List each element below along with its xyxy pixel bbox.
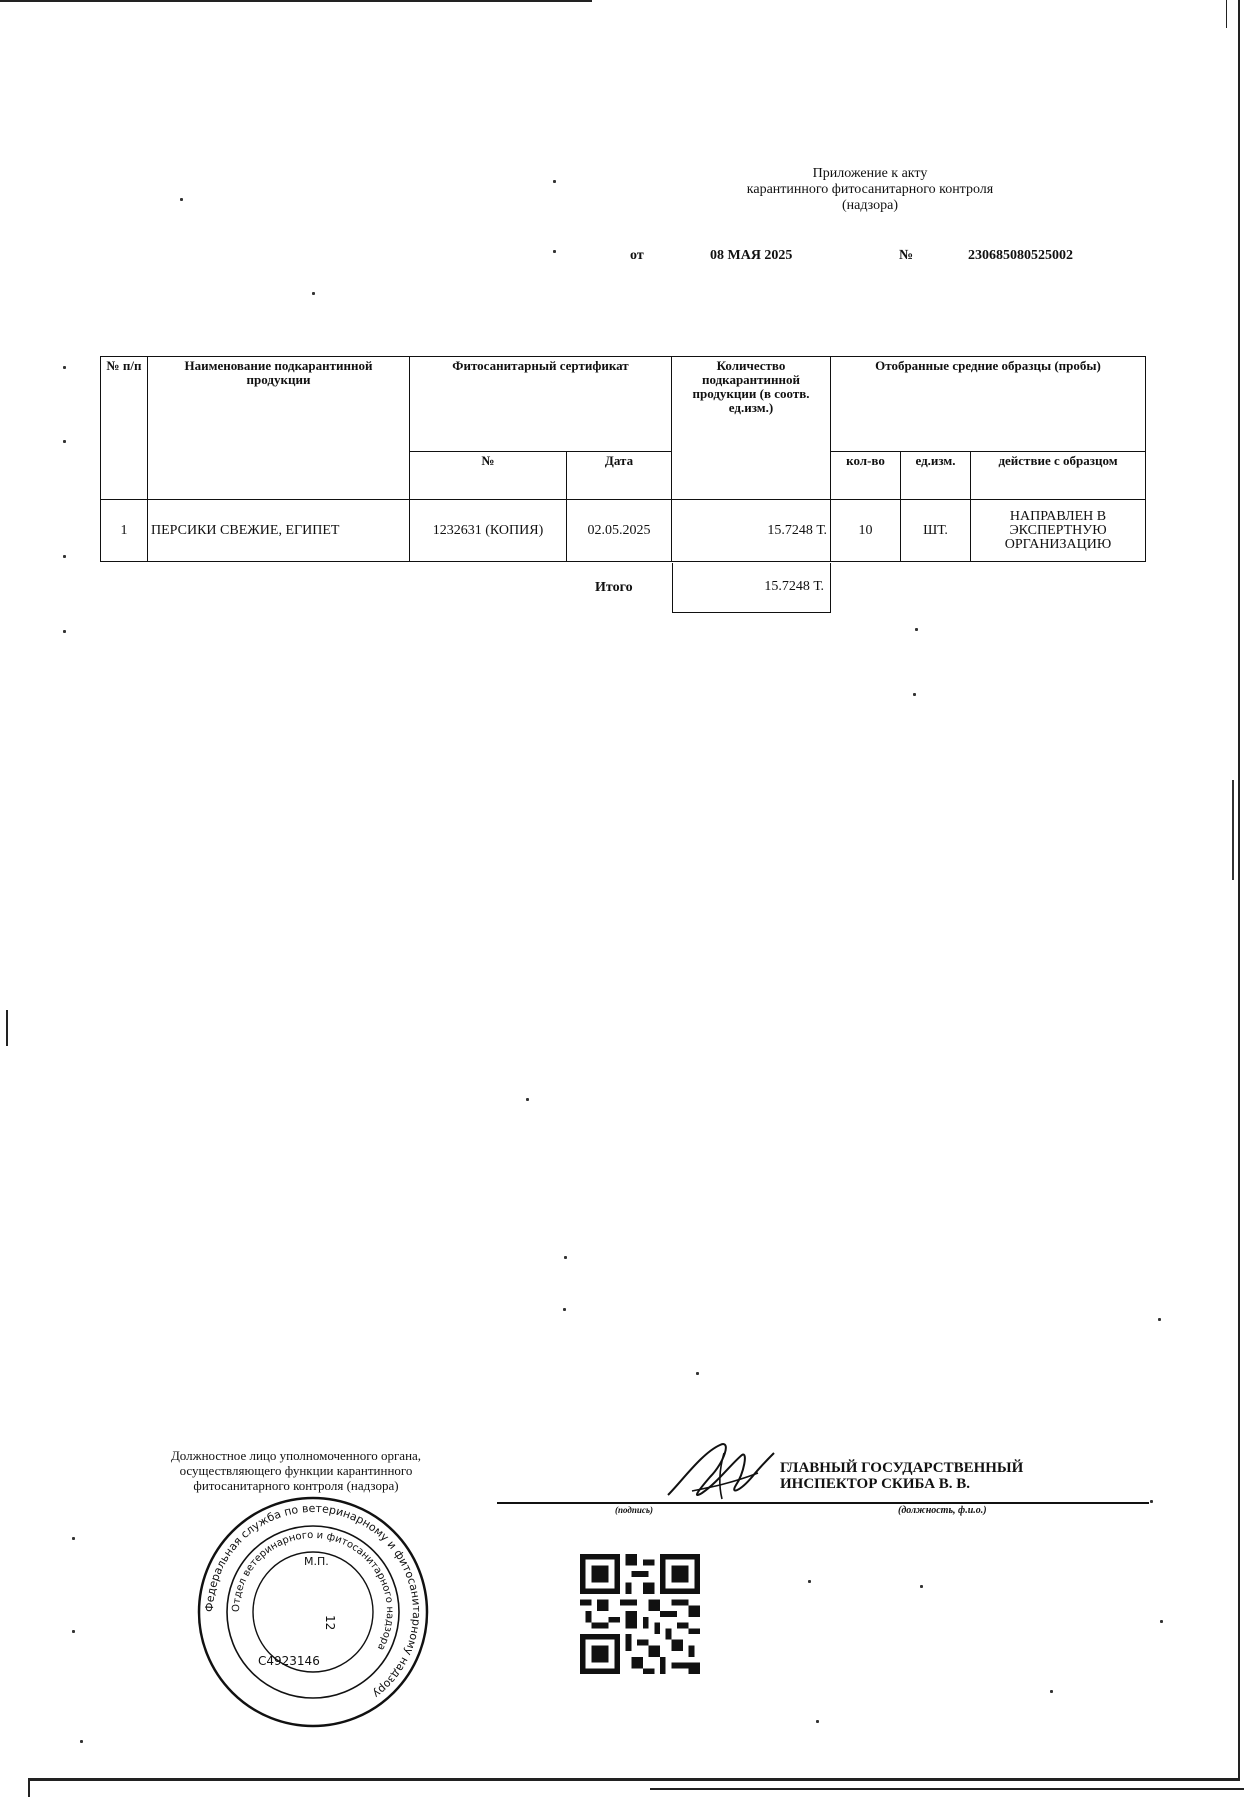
cell-sample-action: НАПРАВЛЕН В ЭКСПЕРТНУЮ ОРГАНИЗАЦИЮ: [971, 500, 1146, 562]
scan-speck: [80, 1740, 83, 1743]
signature-rule: [497, 1502, 1149, 1504]
handwritten-signature: [662, 1433, 782, 1508]
scan-speck: [696, 1372, 699, 1375]
scan-speck: [63, 366, 66, 369]
cell-sample-qty: 10: [831, 500, 901, 562]
table-row: [101, 500, 1146, 562]
scan-speck: [63, 630, 66, 633]
seal-mp: М.П.: [304, 1555, 329, 1568]
products-table: [100, 356, 1146, 562]
scan-speck: [816, 1720, 819, 1723]
header-samples: Отобранные средние образцы (пробы): [831, 357, 1146, 452]
inspector-line: ГЛАВНЫЙ ГОСУДАРСТВЕННЫЙ: [780, 1460, 1024, 1476]
scan-speck: [915, 628, 918, 631]
inspector-line: ИНСПЕКТОР СКИБА В. В.: [780, 1476, 971, 1492]
act-date: 08 МАЯ 2025: [710, 248, 793, 263]
cell-cert-no: 1232631 (КОПИЯ): [410, 500, 567, 562]
scan-speck: [563, 1308, 566, 1311]
header-cert-date: Дата: [567, 452, 672, 500]
scan-edge-left-mark: [28, 1778, 30, 1797]
scan-speck: [72, 1630, 75, 1633]
scan-speck: [1160, 1620, 1163, 1623]
scan-speck: [526, 1098, 529, 1101]
header-sample-qty: кол-во: [831, 452, 901, 500]
total-label: Итого: [595, 580, 633, 595]
scan-speck: [63, 555, 66, 558]
seal-inner-text: Отдел ветеринарного и фитосанитарного надзора: [230, 1529, 396, 1653]
cell-product-name: ПЕРСИКИ СВЕЖИЕ, ЕГИПЕТ: [148, 500, 410, 562]
header-sample-action: действие с образцом: [971, 452, 1146, 500]
signature-caption: (подпись): [615, 1505, 653, 1515]
scan-speck: [564, 1256, 567, 1259]
header-quantity: Количество подкарантинной продукции (в соотв. ед.изм.): [672, 357, 831, 500]
official-seal: [196, 1495, 430, 1729]
qr-code: [580, 1554, 700, 1674]
act-number: 230685080525002: [968, 248, 1073, 263]
scan-speck: [553, 250, 556, 253]
appendix-line: (надзора): [842, 198, 898, 213]
header-product-name: Наименование подкарантинной продукции: [148, 357, 410, 500]
official-line: фитосанитарного контроля (надзора): [193, 1478, 399, 1493]
official-line: Должностное лицо уполномоченного органа,: [170, 1448, 422, 1463]
appendix-heading: [680, 166, 1060, 214]
cell-no: 1: [101, 500, 148, 562]
scan-edge-right-mark: [1226, 0, 1227, 28]
scan-speck: [920, 1585, 923, 1588]
appendix-line: Приложение к акту: [812, 166, 928, 181]
scan-speck: [180, 198, 183, 201]
header-no: № п/п: [101, 357, 148, 500]
inspector-name: [780, 1460, 1023, 1492]
scan-speck: [913, 693, 916, 696]
appendix-line: карантинного фитосанитарного контроля: [746, 182, 994, 197]
act-number-label: №: [899, 248, 914, 263]
seal-code: С4923146: [258, 1654, 320, 1668]
scan-edge-left-mark: [6, 1010, 8, 1046]
scan-speck: [808, 1580, 811, 1583]
scan-speck: [72, 1537, 75, 1540]
scan-speck: [1150, 1500, 1153, 1503]
cell-quantity: 15.7248 Т.: [672, 500, 831, 562]
scan-edge-right: [1238, 0, 1240, 1780]
cell-sample-unit: ШТ.: [901, 500, 971, 562]
scan-edge-right-mark: [1232, 780, 1234, 880]
scan-speck: [1050, 1690, 1053, 1693]
header-sample-unit: ед.изм.: [901, 452, 971, 500]
scan-speck: [312, 292, 315, 295]
cell-cert-date: 02.05.2025: [567, 500, 672, 562]
official-line: осуществляющего функции карантинного: [179, 1463, 413, 1478]
official-caption: [126, 1448, 466, 1493]
scan-speck: [553, 180, 556, 183]
scan-edge-bottom: [28, 1778, 1240, 1781]
position-caption: (должность, ф.и.о.): [898, 1505, 987, 1516]
seal-number: 12: [323, 1615, 337, 1631]
header-cert-no: №: [410, 452, 567, 500]
seal-outer-text: Федеральная служба по ветеринарному и фитосанитарному надзору: [202, 1501, 424, 1701]
scan-edge-top: [0, 0, 592, 2]
scan-speck: [1158, 1318, 1161, 1321]
act-from-label: от: [630, 248, 644, 263]
scan-speck: [63, 440, 66, 443]
header-certificate: Фитосанитарный сертификат: [410, 357, 672, 452]
scan-edge-bottom-mark: [650, 1788, 1244, 1790]
total-value: 15.7248 Т.: [672, 563, 831, 613]
